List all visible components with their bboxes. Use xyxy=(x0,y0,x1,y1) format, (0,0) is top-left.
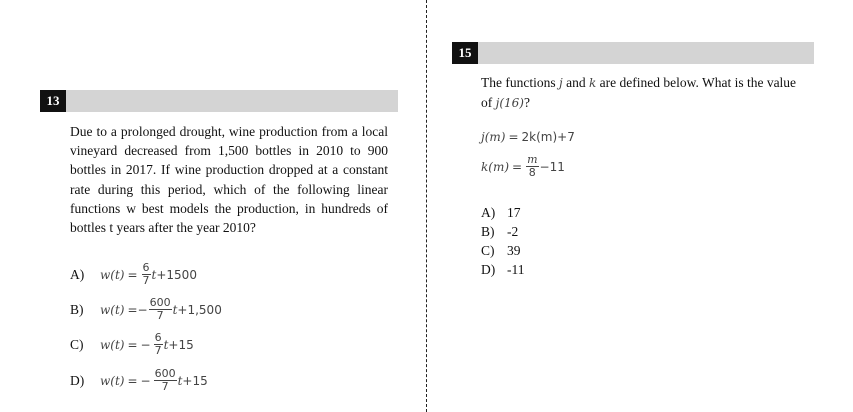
question-13-number: 13 xyxy=(40,90,66,112)
constant-term: +1,500 xyxy=(177,302,222,317)
equals-sign: = xyxy=(508,130,519,144)
fraction-denominator: 7 xyxy=(154,344,162,357)
equation-lhs: k(m) xyxy=(481,159,510,174)
equals-sign: = xyxy=(127,373,138,388)
fraction xyxy=(149,297,172,322)
choice-expression xyxy=(100,368,208,393)
question-13-prompt: Due to a prolonged drought, wine production from a local vineyard decreased from 1,500 bottles in 2010 to 900 bottles in 2017. If wine production dropped at a constant rate during this period, which of the following linear functions w best models the production, in hundreds of bottles t years after the year 2010? xyxy=(70,124,388,236)
fraction-numerator: m xyxy=(527,153,538,166)
constant-term: +1500 xyxy=(156,267,197,282)
variable: t xyxy=(172,302,178,317)
choice-letter: D) xyxy=(70,372,85,388)
question-15-header-bar xyxy=(452,42,814,64)
q13-choice-c[interactable] xyxy=(70,332,194,357)
variable: t xyxy=(163,337,169,352)
prompt-question-mark: ? xyxy=(523,95,530,111)
choice-expression xyxy=(100,297,222,322)
fraction xyxy=(154,332,163,357)
prompt-text: and xyxy=(566,75,586,90)
choice-letter: A) xyxy=(70,266,85,282)
variable: t xyxy=(151,267,157,282)
choice-value: -11 xyxy=(507,262,525,277)
fraction-numerator: 600 xyxy=(149,296,171,309)
question-15-prompt xyxy=(481,73,801,113)
variable-j: j xyxy=(558,76,563,90)
choice-expression xyxy=(100,332,194,357)
q15-choice-d[interactable] xyxy=(481,262,525,278)
minus-sign: − xyxy=(140,373,151,388)
equation-j xyxy=(481,130,575,144)
fraction-denominator: 7 xyxy=(142,274,150,287)
prompt-expression: j(16) xyxy=(495,96,524,111)
choice-letter: A) xyxy=(481,205,496,220)
function-lhs: w(t) xyxy=(100,337,125,352)
choice-letter: B) xyxy=(481,224,495,239)
equation-k xyxy=(481,154,565,179)
equals-sign: = xyxy=(127,337,138,352)
equals-sign: = xyxy=(512,159,523,174)
fraction-denominator: 7 xyxy=(161,380,169,393)
equation-constant: −11 xyxy=(539,159,565,174)
constant-term: +15 xyxy=(182,373,208,388)
function-lhs: w(t) xyxy=(100,302,125,317)
page-divider xyxy=(426,0,427,412)
equals-sign: = xyxy=(127,267,138,282)
question-13-header-bar xyxy=(40,90,398,112)
choice-letter: C) xyxy=(481,243,495,258)
q13-choice-a[interactable] xyxy=(70,262,197,287)
constant-term: +15 xyxy=(168,337,194,352)
function-lhs: w(t) xyxy=(100,373,125,388)
q15-choice-b[interactable] xyxy=(481,224,518,240)
q13-choice-d[interactable] xyxy=(70,368,208,393)
fraction xyxy=(142,262,151,287)
equals-sign: = xyxy=(127,302,138,317)
variable-k: k xyxy=(588,76,597,90)
choice-value: 17 xyxy=(507,205,521,220)
minus-sign: − xyxy=(137,302,148,317)
choice-letter: D) xyxy=(481,262,496,277)
fraction-numerator: 6 xyxy=(142,261,150,274)
q13-choice-b[interactable] xyxy=(70,297,222,322)
fraction xyxy=(526,154,538,179)
question-15-number: 15 xyxy=(452,42,478,64)
variable: t xyxy=(177,373,183,388)
q15-choice-c[interactable] xyxy=(481,243,521,259)
function-lhs: w(t) xyxy=(100,267,125,282)
fraction-numerator: 600 xyxy=(154,367,176,380)
fraction-denominator: 7 xyxy=(156,309,164,322)
prompt-text: The functions xyxy=(481,75,556,90)
equation-rhs: 2k(m)+7 xyxy=(521,130,575,144)
fraction-denominator: 8 xyxy=(528,166,536,179)
minus-sign: − xyxy=(140,337,151,352)
fraction xyxy=(154,368,177,393)
choice-value: -2 xyxy=(507,224,519,239)
equation-lhs: j(m) xyxy=(481,130,506,144)
q15-choice-a[interactable] xyxy=(481,205,521,221)
fraction-numerator: 6 xyxy=(154,331,162,344)
prompt-text: are defined below. What is the value of xyxy=(481,75,797,111)
choice-value: 39 xyxy=(507,243,521,258)
choice-letter: B) xyxy=(70,301,84,317)
choice-letter: C) xyxy=(70,336,84,352)
choice-expression xyxy=(100,262,197,287)
